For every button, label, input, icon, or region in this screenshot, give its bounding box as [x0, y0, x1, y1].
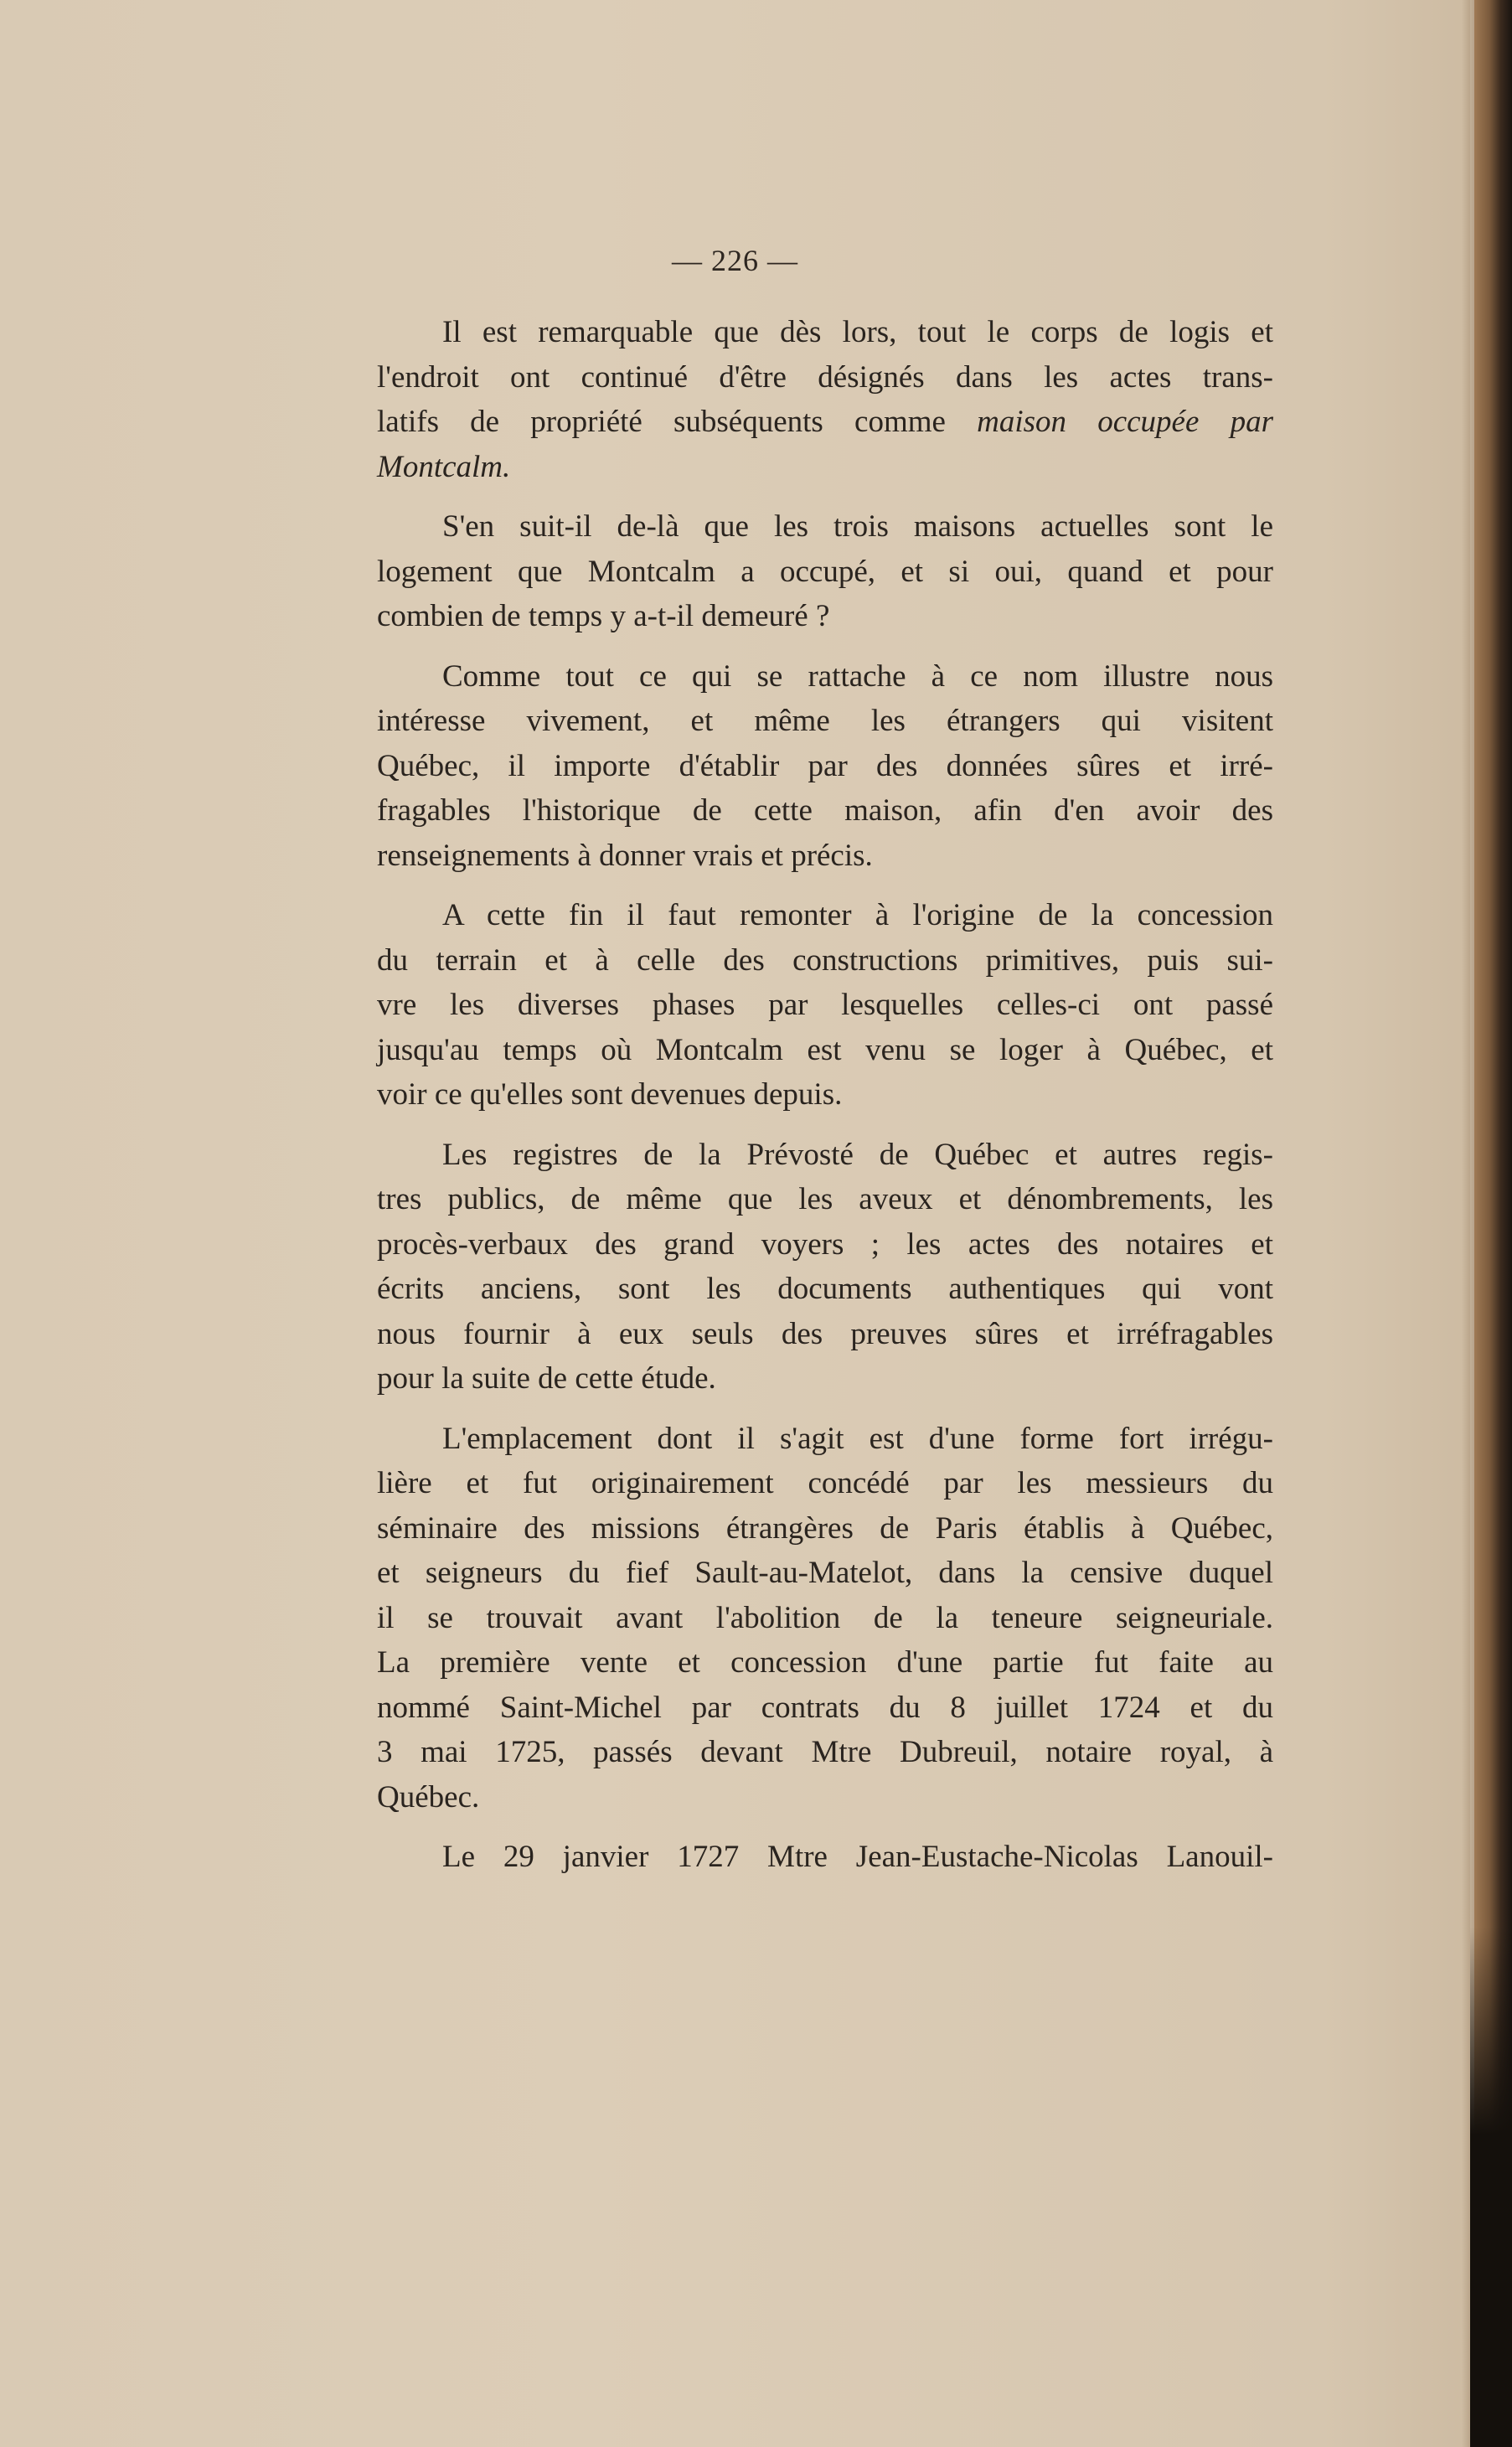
text-line: Comme tout ce qui se rattache à ce nom illustre nous: [442, 658, 1273, 694]
binding-dark-corner: [1470, 1927, 1512, 2447]
text-line: procès-verbaux des grand voyers ; les actes des notaires et: [377, 1226, 1273, 1262]
paragraph-2: [377, 504, 1273, 639]
text-line: du terrain et à celle des constructions primitives, puis sui-: [377, 942, 1273, 978]
text-line: nommé Saint-Michel par contrats du 8 juillet 1724 et du: [377, 1690, 1273, 1725]
text-line: intéresse vivement, et même les étrangers qui visitent: [377, 704, 1273, 738]
text-line: il se trouvait avant l'abolition de la teneure seigneuriale.: [377, 1600, 1273, 1635]
text-line: et seigneurs du fief Sault-au-Matelot, dans la censive duquel: [377, 1556, 1273, 1590]
text-line: [377, 445, 1273, 490]
text-line: Les registres de la Prévosté de Québec et autres regis-: [442, 1137, 1273, 1172]
text-line: [377, 400, 1273, 445]
text-line: Il est remarquable que dès lors, tout le corps de logis et: [442, 315, 1273, 349]
text-line: 3 mai 1725, passés devant Mtre Dubreuil, notaire royal, à: [377, 1735, 1273, 1769]
text-line: Le 29 janvier 1727 Mtre Jean-Eustache-Nicolas Lanouil-: [442, 1840, 1273, 1874]
text-line: écrits anciens, sont les documents authentiques qui vont: [377, 1272, 1273, 1306]
italic-phrase: maison occupée par: [977, 405, 1273, 439]
paragraph-4: [377, 893, 1273, 1118]
text-line: lière et fut originairement concédé par les messieurs du: [377, 1466, 1273, 1500]
paragraph-3: [377, 654, 1273, 879]
text-line: tres publics, de même que les aveux et dénombrements, les: [377, 1182, 1273, 1216]
paragraph-6: [377, 1417, 1273, 1820]
text-line: L'emplacement dont il s'agit est d'une forme fort irrégu-: [442, 1421, 1273, 1456]
italic-phrase: Montcalm.: [377, 449, 511, 484]
paragraph-7: [377, 1835, 1273, 1880]
page-number: — 226 —: [672, 244, 798, 277]
text-line: jusqu'au temps où Montcalm est venu se loger à Québec, et: [377, 1032, 1273, 1067]
text-line: fragables l'historique de cette maison, afin d'en avoir des: [377, 793, 1273, 828]
text-line: logement que Montcalm a occupé, et si oui, quand et pour: [377, 554, 1273, 589]
text-line: Québec, il importe d'établir par des données sûres et irré-: [377, 748, 1273, 783]
text-line: La première vente et concession d'une partie fut faite au: [377, 1645, 1273, 1680]
text-run: latifs de propriété subséquents comme: [377, 405, 978, 439]
text-line: nous fournir à eux seuls des preuves sûres et irréfragables: [377, 1316, 1273, 1351]
text-line: vre les diverses phases par lesquelles celles-ci ont passé: [377, 988, 1273, 1022]
body-text: [377, 310, 1273, 1895]
text-line: l'endroit ont continué d'être désignés dans les actes trans-: [377, 359, 1273, 395]
text-line: séminaire des missions étrangères de Paris établis à Québec,: [377, 1510, 1273, 1546]
text-line: renseignements à donner vrais et précis.: [377, 838, 873, 873]
text-line: combien de temps y a-t-il demeuré ?: [377, 599, 830, 633]
text-line: S'en suit-il de-là que les trois maisons actuelles sont le: [442, 509, 1273, 544]
text-line: voir ce qu'elles sont devenues depuis.: [377, 1077, 843, 1112]
text-line: Québec.: [377, 1779, 480, 1815]
paragraph-1: [377, 310, 1273, 489]
paragraph-5: [377, 1133, 1273, 1402]
text-line: A cette fin il faut remonter à l'origine de la concession: [442, 898, 1273, 932]
text-line: pour la suite de cette étude.: [377, 1361, 716, 1396]
